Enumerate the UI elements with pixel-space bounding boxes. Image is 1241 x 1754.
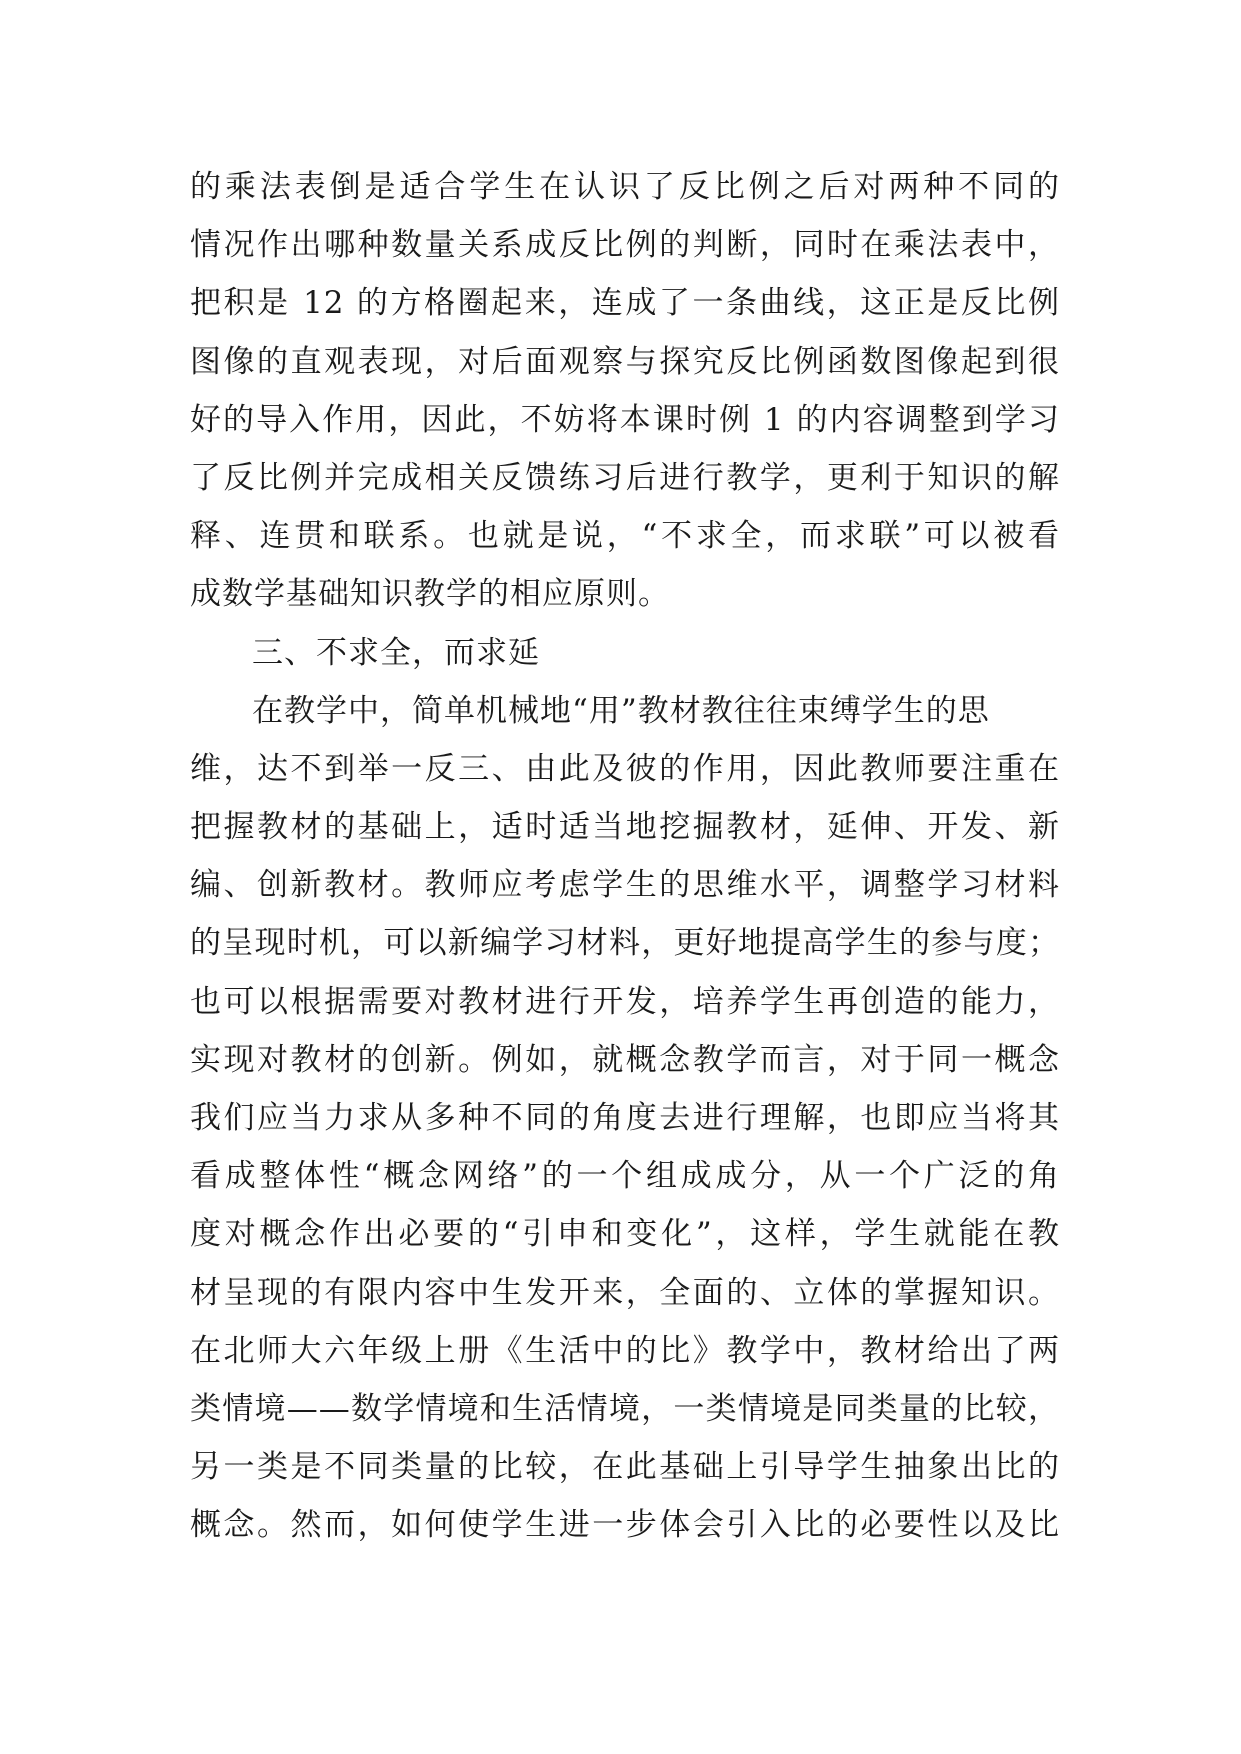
text-line: 把积是 12 的方格圈起来，连成了一条曲线，这正是反比例	[190, 285, 1060, 322]
text-line: 了反比例并完成相关反馈练习后进行教学，更利于知识的解	[190, 459, 1060, 496]
text-line: 维，达不到举一反三、由此及彼的作用，因此教师要注重在	[190, 750, 1060, 787]
text-line: 度对概念作出必要的“引申和变化”，这样，学生就能在教	[190, 1216, 1060, 1253]
text-line: 看成整体性“概念网络”的一个组成成分，从一个广泛的角	[190, 1158, 1060, 1195]
text-line: 把握教材的基础上，适时适当地挖掘教材，延伸、开发、新	[190, 809, 1060, 846]
text-line: 的乘法表倒是适合学生在认识了反比例之后对两种不同的	[190, 169, 1060, 205]
paragraph-first-line: 在教学中，简单机械地“用”教材教往往束缚学生的思	[252, 692, 990, 729]
text-line: 类情境——数学情境和生活情境，一类情境是同类量的比较，	[190, 1390, 1060, 1427]
section-heading: 三、不求全，而求延	[252, 634, 540, 671]
text-line: 编、创新教材。教师应考虑学生的思维水平，调整学习材料	[190, 867, 1060, 904]
text-line: 成数学基础知识教学的相应原则。	[190, 576, 670, 613]
text-line: 也可以根据需要对教材进行开发，培养学生再创造的能力，	[190, 983, 1060, 1020]
text-line: 好的导入作用，因此，不妨将本课时例 1 的内容调整到学习	[190, 401, 1060, 438]
body-text	[190, 158, 1060, 1555]
text-line: 我们应当力求从多种不同的角度去进行理解，也即应当将其	[190, 1100, 1060, 1136]
text-line: 情况作出哪种数量关系成反比例的判断，同时在乘法表中，	[190, 227, 1060, 264]
text-line: 材呈现的有限内容中生发开来，全面的、立体的掌握知识。	[190, 1274, 1060, 1311]
text-line: 概念。然而，如何使学生进一步体会引入比的必要性以及比	[190, 1507, 1060, 1544]
text-line: 在北师大六年级上册《生活中的比》教学中，教材给出了两	[190, 1332, 1060, 1369]
text-line: 的呈现时机，可以新编学习材料，更好地提高学生的参与度；	[190, 925, 1060, 962]
text-line: 图像的直观表现，对后面观察与探究反比例函数图像起到很	[190, 343, 1060, 380]
text-line: 释、连贯和联系。也就是说，“不求全，而求联”可以被看	[190, 518, 1060, 555]
text-line: 另一类是不同类量的比较，在此基础上引导学生抽象出比的	[190, 1449, 1060, 1486]
text-line: 实现对教材的创新。例如，就概念教学而言，对于同一概念	[190, 1041, 1060, 1078]
